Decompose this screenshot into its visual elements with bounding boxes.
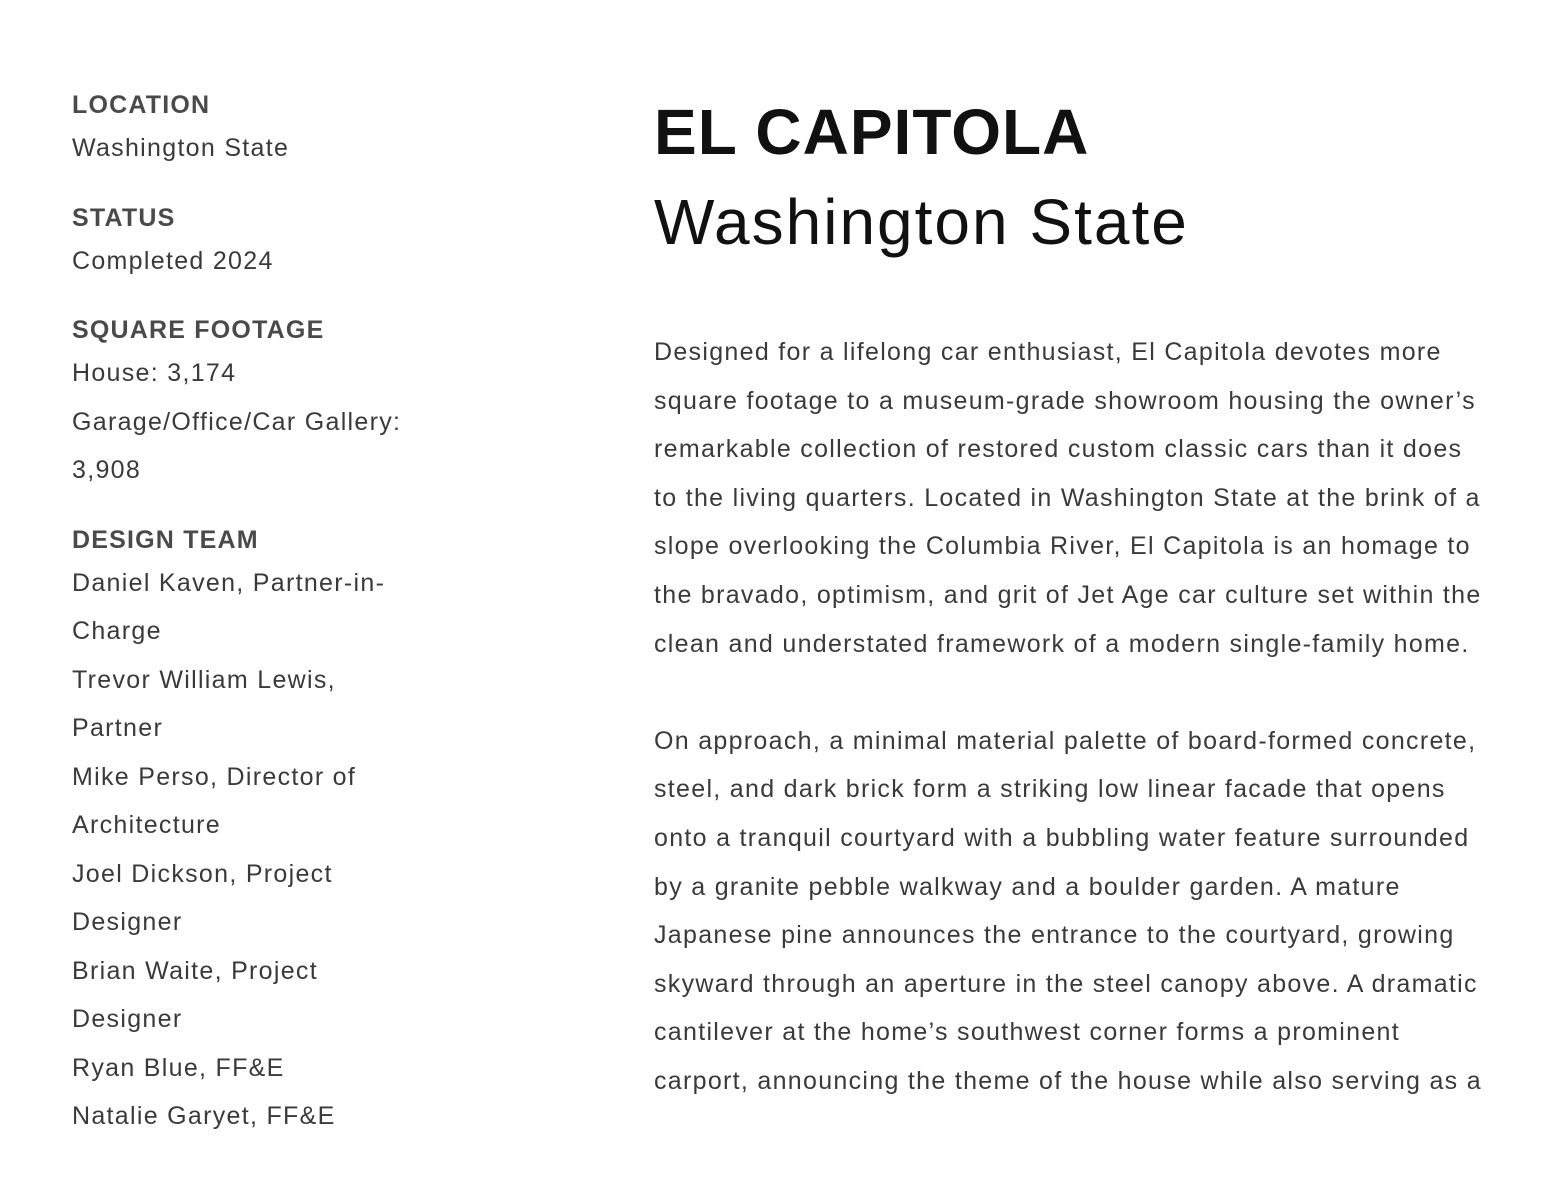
design-team-section — [72, 521, 452, 1141]
design-team-member-line: Charge — [72, 617, 162, 645]
design-team-member-line: Joel Dickson, Project — [72, 859, 333, 888]
description-paragraph: On approach, a minimal material palette of board-formed concrete, steel, and dark brick form a striking low linear facade that opens onto a tranquil courtyard with a bubbling water feature surrounded by a granite pebble walkway and a boulder garden. A mature Japanese pine announces the entrance to the courtyard, growing skyward through an aperture in the steel canopy above. A dramatic cantilever at the home’s southwest corner forms a prominent carport, announcing the theme of the house while also serving as a — [654, 726, 1482, 1095]
project-title: EL CAPITOLA — [654, 96, 1090, 168]
square-footage-line: Garage/Office/Car Gallery: — [72, 407, 402, 436]
location-value: Washington State — [72, 134, 290, 162]
status-heading: STATUS — [72, 203, 176, 232]
project-subtitle: Washington State — [654, 186, 1189, 258]
project-details-sidebar — [72, 86, 452, 1167]
design-team-member-line: Partner — [72, 714, 164, 742]
design-team-member-line: Architecture — [72, 811, 221, 839]
design-team-member-line: Mike Perso, Director of — [72, 762, 357, 791]
project-description — [654, 328, 1484, 1106]
design-team-member-line: Daniel Kaven, Partner-in- — [72, 568, 386, 597]
design-team-member-line: Natalie Garyet, FF&E — [72, 1102, 336, 1130]
design-team-heading: DESIGN TEAM — [72, 525, 259, 554]
location-heading: LOCATION — [72, 91, 211, 119]
square-footage-line: 3,908 — [72, 456, 142, 484]
square-footage-section — [72, 311, 452, 495]
design-team-member-line: Trevor William Lewis, — [72, 665, 336, 694]
description-paragraph: Designed for a lifelong car enthusiast, El Capitola devotes more square footage to a museum-grade showroom housing the owner’s remarkable collection of restored custom classic cars than it does to the living quarters. Located in Washington State at the brink of a slope overlooking the Columbia River, El Capitola is an homage to the bravado, optimism, and grit of Jet Age car culture set within the clean and understated framework of a modern single-family home. — [654, 338, 1482, 658]
status-value: Completed 2024 — [72, 246, 274, 275]
design-team-member-line: Brian Waite, Project — [72, 956, 318, 985]
status-section — [72, 199, 452, 286]
location-section — [72, 86, 452, 173]
design-team-member-line: Ryan Blue, FF&E — [72, 1053, 285, 1082]
square-footage-line: House: 3,174 — [72, 359, 237, 387]
design-team-member-line: Designer — [72, 1005, 183, 1033]
project-main-content — [654, 92, 1484, 1154]
design-team-member-line: Designer — [72, 908, 183, 936]
square-footage-heading: SQUARE FOOTAGE — [72, 316, 325, 344]
